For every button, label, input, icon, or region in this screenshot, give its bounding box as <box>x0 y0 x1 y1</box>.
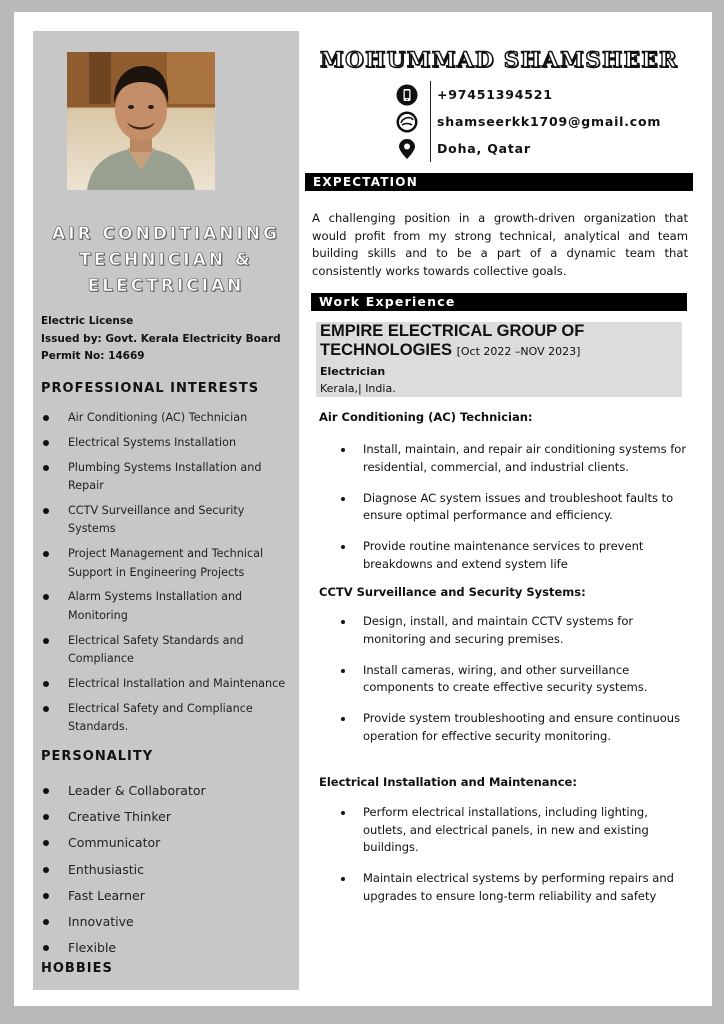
personality-heading: PERSONALITY <box>41 749 154 764</box>
contact-block <box>396 81 661 162</box>
interests-list <box>41 409 293 743</box>
phone-number[interactable]: +97451394521 <box>430 81 553 108</box>
email-icon <box>396 111 418 133</box>
license-title: Electric License <box>41 315 134 327</box>
location: Doha, Qatar <box>430 135 531 162</box>
work-experience-heading: Work Experience <box>311 293 687 311</box>
list-item: Perform electrical installations, including lighting, outlets, and electrical panels, in new and existing buildings. <box>336 804 688 857</box>
sidebar <box>33 31 299 990</box>
cctv-duties-list <box>336 613 688 759</box>
list-item: Leader & Collaborator <box>41 782 293 800</box>
list-item: Diagnose AC system issues and troubleshoot faults to ensure optimal performance and efficiency. <box>336 490 688 525</box>
section-heading-ac: Air Conditioning (AC) Technician: <box>319 410 533 424</box>
profile-photo <box>67 52 215 190</box>
list-item: Electrical Safety and Compliance Standards. <box>41 700 293 737</box>
job-header <box>316 322 682 397</box>
candidate-name: MOHUMMAD SHAMSHEER <box>320 48 679 73</box>
license-issuer: Issued by: Govt. Kerala Electricity Board <box>41 332 281 345</box>
list-item: Alarm Systems Installation and Monitoring <box>41 588 293 625</box>
list-item: Enthusiastic <box>41 861 293 879</box>
section-heading-cctv: CCTV Surveillance and Security Systems: <box>319 585 586 599</box>
resume-page <box>14 12 712 1006</box>
list-item: Install cameras, wiring, and other surveillance components to create effective security systems. <box>336 662 688 697</box>
list-item: Design, install, and maintain CCTV systems for monitoring and securing premises. <box>336 613 688 648</box>
personality-list <box>41 782 293 965</box>
contact-email-row <box>396 108 661 135</box>
job-location: Kerala,| India. <box>320 382 396 395</box>
list-item: Provide system troubleshooting and ensure continuous operation for effective security monitoring. <box>336 710 688 745</box>
list-item: Electrical Installation and Maintenance <box>41 675 293 694</box>
license-info <box>41 313 281 366</box>
interests-heading: PROFESSIONAL INTERESTS <box>41 381 260 396</box>
company-name: EMPIRE ELECTRICAL GROUP OF TECHNOLOGIES [Oct 2022 –NOV 2023] <box>320 322 585 359</box>
contact-location-row <box>396 135 661 162</box>
list-item: Fast Learner <box>41 887 293 905</box>
list-item: Electrical Safety Standards and Compliance <box>41 632 293 669</box>
list-item: Air Conditioning (AC) Technician <box>41 409 293 428</box>
list-item: Project Management and Technical Support in Engineering Projects <box>41 545 293 582</box>
list-item: Communicator <box>41 834 293 852</box>
list-item: Plumbing Systems Installation and Repair <box>41 459 293 496</box>
job-dates: [Oct 2022 –NOV 2023] <box>456 345 581 358</box>
list-item: Flexible <box>41 939 293 957</box>
phone-icon <box>396 84 418 106</box>
email-address[interactable]: shamseerkk1709@gmail.com <box>430 108 661 135</box>
list-item: Electrical Systems Installation <box>41 434 293 453</box>
list-item: Install, maintain, and repair air conditioning systems for residential, commercial, and industrial clients. <box>336 441 688 476</box>
list-item: Innovative <box>41 913 293 931</box>
contact-phone-row <box>396 81 661 108</box>
section-heading-electrical: Electrical Installation and Maintenance: <box>319 775 577 789</box>
expectation-text: A challenging position in a growth-driven organization that would profit from my strong technical, analytical and team building skills and to be a part of a dynamic team that consistently works towards collective goals. <box>312 211 688 278</box>
list-item: Maintain electrical systems by performing repairs and upgrades to ensure long-term reliability and safety <box>336 870 688 905</box>
license-permit: Permit No: 14669 <box>41 350 145 362</box>
hobbies-heading: HOBBIES <box>41 961 113 976</box>
list-item: Provide routine maintenance services to prevent breakdowns and extend system life <box>336 538 688 573</box>
location-pin-icon <box>396 138 418 160</box>
electrical-duties-list <box>336 804 688 919</box>
expectation-heading: EXPECTATION <box>305 173 693 191</box>
list-item: Creative Thinker <box>41 808 293 826</box>
job-role-title: AIR CONDITIANING TECHNICIAN & ELECTRICIAN <box>52 224 280 296</box>
list-item: CCTV Surveillance and Security Systems <box>41 502 293 539</box>
job-title: Electrician <box>320 365 386 378</box>
ac-duties-list <box>336 441 688 587</box>
